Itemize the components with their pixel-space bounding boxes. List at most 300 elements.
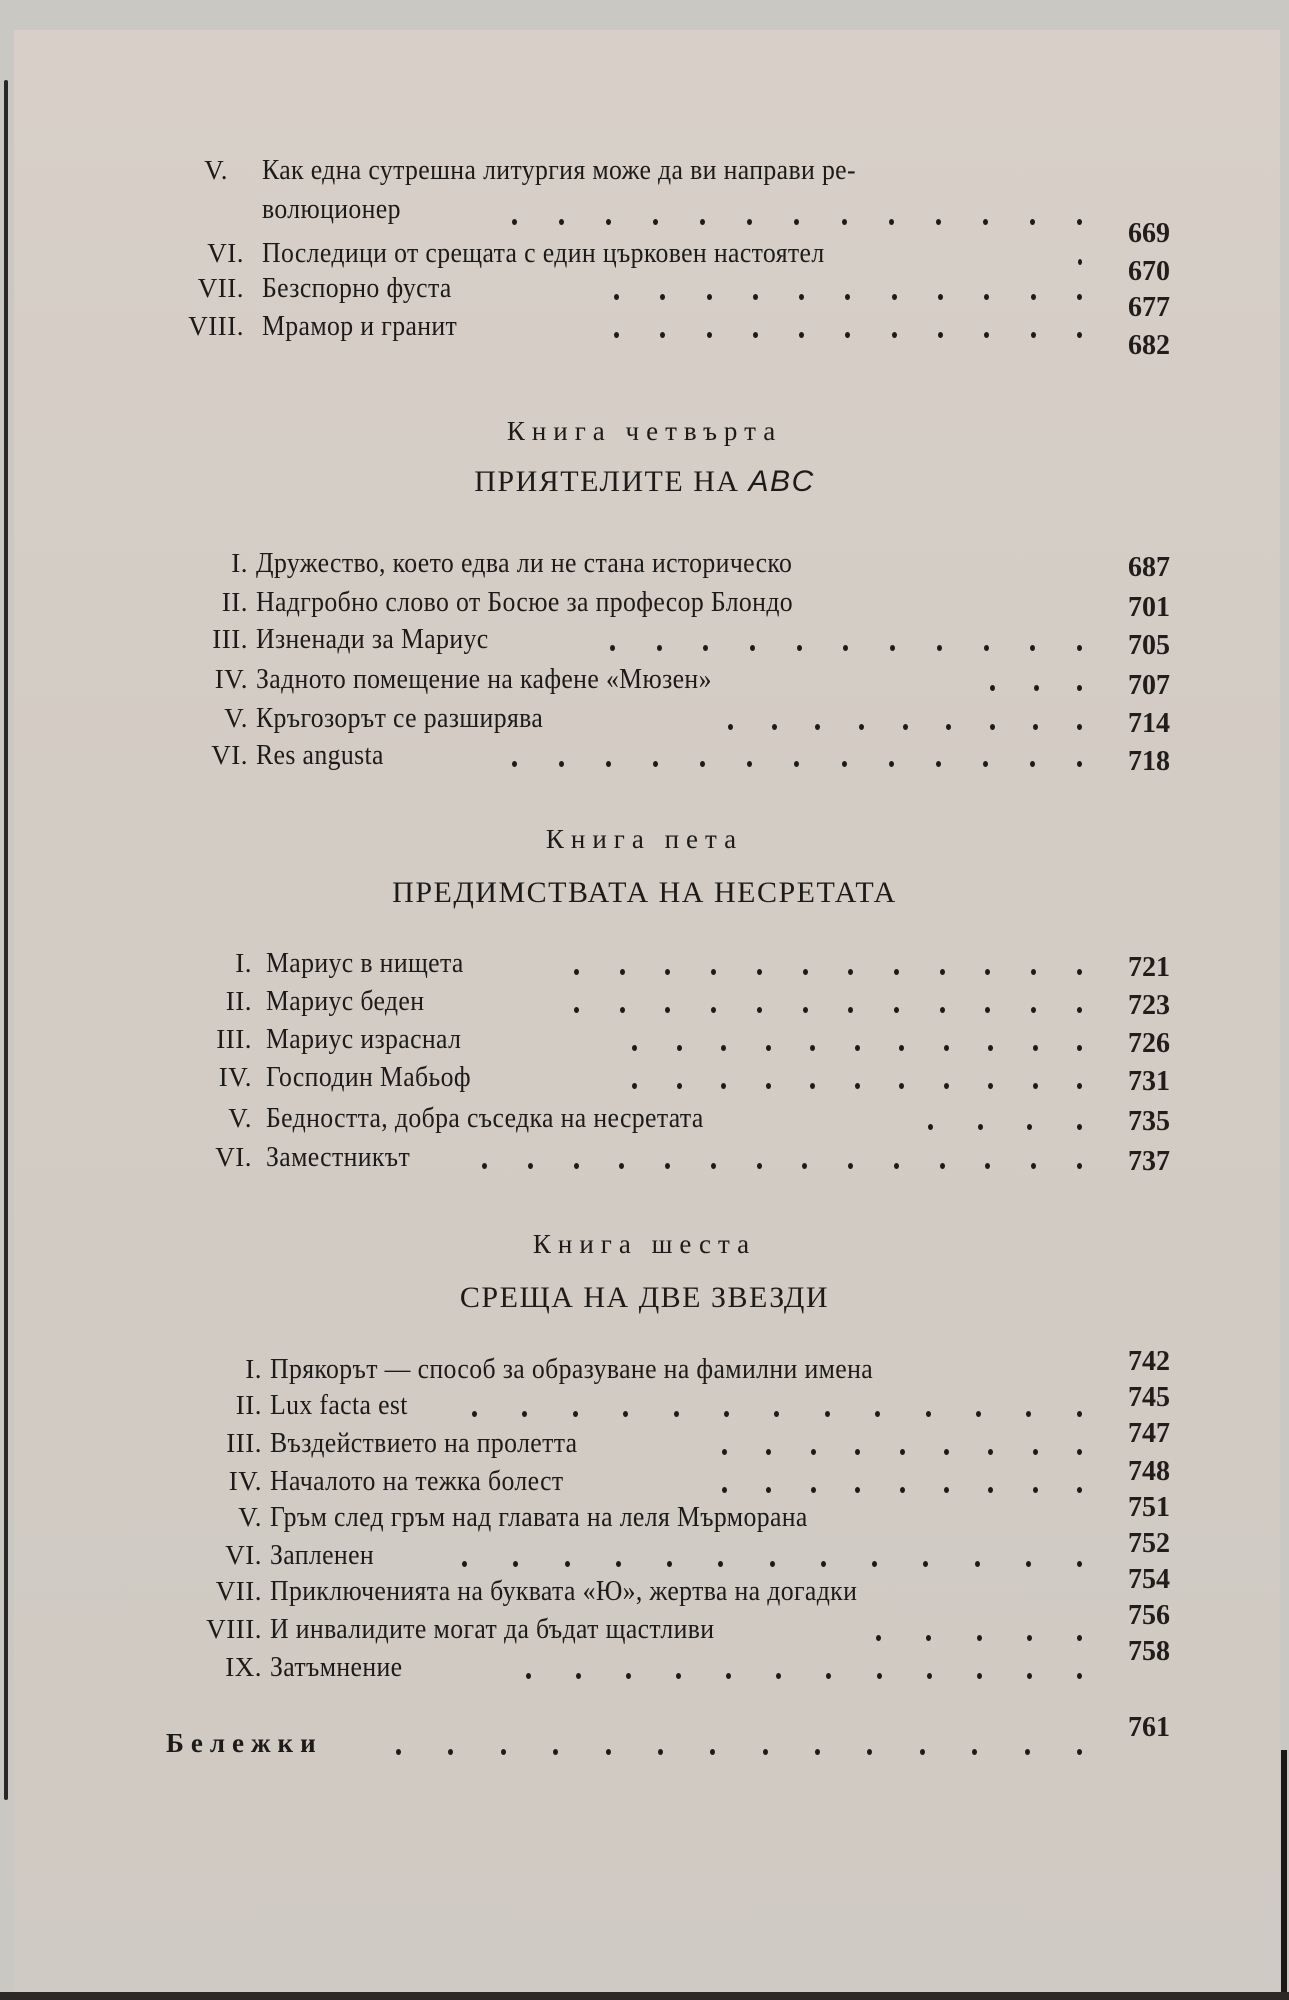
leader-dot [1077, 1635, 1082, 1641]
leader-dot [665, 969, 670, 975]
leader-dot [803, 1007, 808, 1013]
leader-dot [674, 1411, 679, 1417]
page-number: 682 [1128, 330, 1170, 361]
page-number: 701 [1128, 592, 1170, 623]
chapter-number: I. [231, 548, 248, 578]
page-number: 742 [1128, 1346, 1170, 1377]
leader-dot [976, 1411, 981, 1417]
leader-dot [616, 1561, 621, 1567]
leader-dots [928, 1117, 1082, 1137]
leader-dot [1077, 332, 1082, 338]
leader-dot [766, 1487, 771, 1493]
chapter-number: IX. [225, 1652, 262, 1682]
leader-dot [1077, 1124, 1082, 1130]
leader-dot [826, 1673, 831, 1679]
leader-dots [574, 962, 1082, 982]
leader-dot [920, 1749, 925, 1755]
leader-dot [937, 645, 942, 651]
leader-dot [1077, 1749, 1082, 1755]
leader-dot [653, 761, 658, 767]
leader-dot [985, 1163, 990, 1169]
book-title-text: ПРИЯТЕЛИТЕ НА [474, 465, 749, 498]
leader-dot [923, 1561, 928, 1567]
leader-dot [620, 1007, 625, 1013]
leader-dot [1027, 1635, 1032, 1641]
leader-dot [772, 724, 777, 730]
chapter-title: Дружество, което едва ли не стана историческо [256, 548, 793, 579]
leader-dot [665, 1163, 670, 1169]
page-number: 726 [1128, 1028, 1170, 1059]
leader-dot [872, 1561, 877, 1567]
notes-entry: Бележки [166, 1728, 323, 1758]
leader-dot [983, 219, 988, 225]
leader-dots [722, 1442, 1082, 1462]
leader-dot [620, 969, 625, 975]
leader-dot [821, 1561, 826, 1567]
leader-dot [855, 1083, 860, 1089]
leader-dot [1077, 219, 1082, 225]
leader-dot [396, 1749, 401, 1755]
leader-dot [522, 1411, 527, 1417]
leader-dots [632, 1076, 1082, 1096]
page-number: 687 [1128, 552, 1170, 583]
leader-dot [845, 332, 850, 338]
leader-dot [1077, 1673, 1082, 1679]
leader-dot [894, 1007, 899, 1013]
leader-dot [703, 645, 708, 651]
leader-dots [1078, 252, 1082, 272]
leader-dot [721, 1083, 726, 1089]
book-label: Книга пета [545, 824, 744, 854]
chapter-number: VIII. [188, 311, 244, 341]
page-number: 670 [1128, 256, 1170, 287]
leader-dot [747, 761, 752, 767]
leader-dot [985, 969, 990, 975]
leader-dot [1077, 969, 1082, 975]
leader-dot [983, 761, 988, 767]
leader-dot [1077, 685, 1082, 691]
leader-dot [623, 1411, 628, 1417]
chapter-title: Бедността, добра съседка на несретата [266, 1103, 704, 1134]
chapter-title: Началото на тежка болест [270, 1466, 564, 1497]
leader-dot [766, 1083, 771, 1089]
leader-dot [657, 645, 662, 651]
chapter-number: IV. [228, 1466, 262, 1496]
leader-dot [794, 761, 799, 767]
leader-dot [610, 645, 615, 651]
leader-dot [977, 1673, 982, 1679]
leader-dots [526, 1666, 1082, 1686]
leader-dot [900, 1449, 905, 1455]
leader-dot [843, 645, 848, 651]
leader-dot [803, 969, 808, 975]
leader-dot [894, 1163, 899, 1169]
leader-dot [899, 1045, 904, 1051]
leader-dot [1030, 761, 1035, 767]
leader-dot [842, 761, 847, 767]
leader-dot [894, 969, 899, 975]
leader-dot [900, 1487, 905, 1493]
leader-dot [797, 645, 802, 651]
leader-dots [462, 1554, 1082, 1574]
leader-dot [926, 1635, 931, 1641]
leader-dot [799, 294, 804, 300]
leader-dot [1077, 645, 1082, 651]
leader-dot [677, 1045, 682, 1051]
leader-dot [984, 294, 989, 300]
leader-dot [1031, 1163, 1036, 1169]
leader-dot [1033, 724, 1038, 730]
page-number: 718 [1128, 746, 1170, 777]
leader-dot [501, 1749, 506, 1755]
leader-dot [574, 969, 579, 975]
leader-dot [574, 1163, 579, 1169]
leader-dot [848, 969, 853, 975]
leader-dots [722, 1480, 1082, 1500]
chapter-title: Мариус беден [266, 986, 425, 1017]
leader-dot [660, 332, 665, 338]
page-bottom-edge [0, 1992, 1289, 2000]
chapter-number: II. [235, 1390, 262, 1420]
chapter-title: Последици от срещата с един църковен настоятел [262, 238, 825, 269]
leader-dot [766, 1045, 771, 1051]
leader-dot [1077, 1449, 1082, 1455]
page-number: 756 [1128, 1600, 1170, 1631]
leader-dot [811, 1487, 816, 1493]
leader-dots [632, 1038, 1082, 1058]
chapter-number: IV. [218, 1062, 252, 1092]
leader-dot [1077, 1163, 1082, 1169]
leader-dot [1033, 1083, 1038, 1089]
leader-dot [810, 1045, 815, 1051]
chapter-number: V. [204, 155, 228, 185]
leader-dot [946, 724, 951, 730]
leader-dot [926, 1411, 931, 1417]
page-number: 745 [1128, 1382, 1170, 1413]
leader-dot [799, 332, 804, 338]
chapter-title: Въздействието на пролетта [270, 1428, 578, 1459]
chapter-title-continued: волюционер [262, 194, 401, 225]
chapter-title: Затъмнение [270, 1652, 403, 1683]
leader-dot [936, 761, 941, 767]
leader-dot [892, 332, 897, 338]
leader-dot [810, 1083, 815, 1089]
leader-dot [1077, 1487, 1082, 1493]
leader-dot [1026, 1561, 1031, 1567]
chapter-title: Res angusta [256, 740, 384, 771]
leader-dot [990, 685, 995, 691]
page-number: 752 [1128, 1528, 1170, 1559]
leader-dot [718, 1561, 723, 1567]
leader-dot [890, 645, 895, 651]
leader-dot [700, 219, 705, 225]
leader-dot [802, 1163, 807, 1169]
leader-dot [632, 1083, 637, 1089]
page-number: 723 [1128, 990, 1170, 1021]
leader-dot [848, 1163, 853, 1169]
leader-dot [944, 1083, 949, 1089]
leader-dot [1031, 1007, 1036, 1013]
chapter-number: III. [226, 1428, 262, 1458]
leader-dot [1027, 1673, 1032, 1679]
leader-dot [1027, 1124, 1032, 1130]
leader-dot [845, 294, 850, 300]
leader-dot [721, 1045, 726, 1051]
leader-dot [889, 219, 894, 225]
leader-dot [1077, 1045, 1082, 1051]
chapter-title: Надгробно слово от Босюе за професор Блондо [256, 587, 794, 618]
leader-dot [984, 645, 989, 651]
chapter-number: III. [216, 1024, 252, 1054]
page-number: 714 [1128, 708, 1170, 739]
chapter-number: I. [245, 1354, 262, 1384]
leader-dot [660, 294, 665, 300]
chapter-title: Мариус израснал [266, 1024, 462, 1055]
leader-dot [1077, 761, 1082, 767]
book-label: Книга четвърта [506, 416, 783, 446]
leader-dot [975, 1561, 980, 1567]
chapter-title: Мариус в нищета [266, 948, 464, 979]
leader-dot [1033, 1449, 1038, 1455]
leader-dot [940, 969, 945, 975]
leader-dot [944, 1045, 949, 1051]
chapter-number: III. [212, 624, 248, 654]
chapter-number: VI. [211, 740, 248, 770]
leader-dot [1077, 1411, 1082, 1417]
leader-dot [513, 1561, 518, 1567]
leader-dots [472, 1404, 1082, 1424]
leader-dots [512, 212, 1082, 232]
chapter-title: Прякорът — способ за образуване на фамилни имена [270, 1354, 874, 1385]
leader-dot [665, 1007, 670, 1013]
leader-dot [984, 332, 989, 338]
leader-dot [766, 1449, 771, 1455]
chapter-number: VII. [197, 273, 244, 303]
leader-dot [988, 1487, 993, 1493]
leader-dots [876, 1628, 1082, 1648]
chapter-number: VII. [215, 1576, 262, 1606]
leader-dot [707, 294, 712, 300]
leader-dot [677, 1083, 682, 1089]
leader-dot [774, 1411, 779, 1417]
leader-dot [876, 1635, 881, 1641]
page-number: 737 [1128, 1146, 1170, 1177]
leader-dot [1033, 1487, 1038, 1493]
leader-dot [574, 1007, 579, 1013]
chapter-title: И инвалидите могат да бъдат щастливи [270, 1614, 715, 1645]
leader-dot [565, 1561, 570, 1567]
leader-dot [722, 1449, 727, 1455]
leader-dot [1077, 1083, 1082, 1089]
leader-dot [1077, 1007, 1082, 1013]
leader-dot [1077, 294, 1082, 300]
chapter-title: Приключенията на буквата «Ю», жертва на догадки [270, 1576, 858, 1607]
chapter-number: IV. [214, 664, 248, 694]
leader-dot [988, 1083, 993, 1089]
page-edge [1281, 1750, 1287, 2000]
leader-dot [750, 645, 755, 651]
leader-dot [606, 219, 611, 225]
page-number: 751 [1128, 1492, 1170, 1523]
leader-dot [938, 332, 943, 338]
page-number: 754 [1128, 1564, 1170, 1595]
leader-dots [610, 638, 1082, 658]
leader-dot [632, 1045, 637, 1051]
leader-dot [619, 1163, 624, 1169]
chapter-number: VI. [207, 238, 244, 268]
leader-dot [614, 294, 619, 300]
page-number: 747 [1128, 1418, 1170, 1449]
leader-dot [776, 1673, 781, 1679]
page-number: 705 [1128, 630, 1170, 661]
leader-dot [448, 1749, 453, 1755]
leader-dot [1077, 724, 1082, 730]
chapter-title: Господин Мабьоф [266, 1062, 471, 1093]
page-number: 669 [1128, 218, 1170, 249]
book-title: ПРЕДИМСТВАТА НА НЕСРЕТАТА [392, 876, 897, 909]
leader-dots [396, 1742, 1082, 1762]
page-number: 731 [1128, 1066, 1170, 1097]
leader-dot [614, 332, 619, 338]
leader-dot [512, 219, 517, 225]
leader-dot [753, 332, 758, 338]
leader-dots [614, 287, 1082, 307]
leader-dot [676, 1673, 681, 1679]
leader-dot [770, 1561, 775, 1567]
leader-dot [576, 1673, 581, 1679]
leader-dot [859, 724, 864, 730]
page-number: 677 [1128, 292, 1170, 323]
leader-dot [1031, 332, 1036, 338]
chapter-title: Заместникът [266, 1142, 411, 1173]
leader-dot [815, 1749, 820, 1755]
chapter-number: VIII. [206, 1614, 262, 1644]
leader-dot [724, 1411, 729, 1417]
leader-dot [1033, 1045, 1038, 1051]
leader-dot [711, 1007, 716, 1013]
chapter-title: Мрамор и гранит [262, 311, 458, 342]
page-number: 735 [1128, 1106, 1170, 1137]
chapter-title: Lux facta est [270, 1390, 408, 1421]
leader-dot [700, 761, 705, 767]
leader-dot [606, 1749, 611, 1755]
leader-dot [711, 1163, 716, 1169]
book-label: Книга шеста [532, 1229, 757, 1259]
leader-dot [1030, 219, 1035, 225]
leader-dot [988, 1449, 993, 1455]
page-number: 758 [1128, 1636, 1170, 1667]
leader-dot [903, 724, 908, 730]
leader-dot [658, 1749, 663, 1755]
leader-dot [757, 1163, 762, 1169]
leader-dot [757, 1007, 762, 1013]
leader-dot [889, 761, 894, 767]
leader-dot [927, 1673, 932, 1679]
leader-dots [482, 1156, 1082, 1176]
chapter-number: VI. [215, 1142, 252, 1172]
leader-dots [614, 325, 1082, 345]
leader-dot [711, 969, 716, 975]
leader-dots [512, 754, 1082, 774]
leader-dot [867, 1749, 872, 1755]
leader-dot [848, 1007, 853, 1013]
chapter-title: Задното помещение на кафене «Мюзен» [256, 664, 712, 695]
leader-dot [855, 1487, 860, 1493]
leader-dots [728, 717, 1082, 737]
leader-dot [940, 1163, 945, 1169]
page-number: 721 [1128, 952, 1170, 983]
leader-dot [944, 1487, 949, 1493]
chapter-title: Запленен [270, 1540, 375, 1571]
leader-dot [875, 1411, 880, 1417]
leader-dot [728, 724, 733, 730]
leader-dot [940, 1007, 945, 1013]
book-title [0, 465, 1289, 499]
chapter-title: Изненади за Мариус [256, 624, 489, 655]
leader-dot [978, 1124, 983, 1130]
leader-dots [990, 678, 1082, 698]
chapter-title: Как една сутрешна литургия може да ви направи ре- [262, 155, 856, 186]
leader-dot [763, 1749, 768, 1755]
leader-dot [815, 724, 820, 730]
chapter-number: I. [235, 948, 252, 978]
leader-dot [855, 1449, 860, 1455]
leader-dot [482, 1163, 487, 1169]
leader-dot [722, 1487, 727, 1493]
page-number: 761 [1128, 1712, 1170, 1743]
leader-dot [753, 294, 758, 300]
leader-dot [928, 1124, 933, 1130]
leader-dot [462, 1561, 467, 1567]
leader-dot [559, 761, 564, 767]
leader-dot [936, 219, 941, 225]
leader-dot [726, 1673, 731, 1679]
leader-dot [855, 1045, 860, 1051]
leader-dot [1077, 1561, 1082, 1567]
leader-dot [985, 1007, 990, 1013]
leader-dot [707, 332, 712, 338]
chapter-number: V. [238, 1502, 262, 1532]
leader-dot [977, 1635, 982, 1641]
leader-dot [553, 1749, 558, 1755]
leader-dot [559, 219, 564, 225]
leader-dot [842, 219, 847, 225]
leader-dot [710, 1749, 715, 1755]
leader-dot [825, 1411, 830, 1417]
leader-dot [1078, 259, 1082, 265]
leader-dot [528, 1163, 533, 1169]
leader-dot [626, 1673, 631, 1679]
leader-dot [1034, 685, 1039, 691]
leader-dot [944, 1449, 949, 1455]
leader-dot [747, 219, 752, 225]
leader-dot [653, 219, 658, 225]
leader-dot [1025, 1749, 1030, 1755]
page-number: 707 [1128, 670, 1170, 701]
page-number: 748 [1128, 1456, 1170, 1487]
leader-dot [892, 294, 897, 300]
leader-dot [990, 724, 995, 730]
chapter-title: Кръгозорът се разширява [256, 703, 544, 734]
leader-dot [667, 1561, 672, 1567]
leader-dot [526, 1673, 531, 1679]
leader-dot [606, 761, 611, 767]
leader-dot [472, 1411, 477, 1417]
leader-dot [938, 294, 943, 300]
leader-dot [573, 1411, 578, 1417]
leader-dot [1030, 645, 1035, 651]
chapter-number: VI. [225, 1540, 262, 1570]
